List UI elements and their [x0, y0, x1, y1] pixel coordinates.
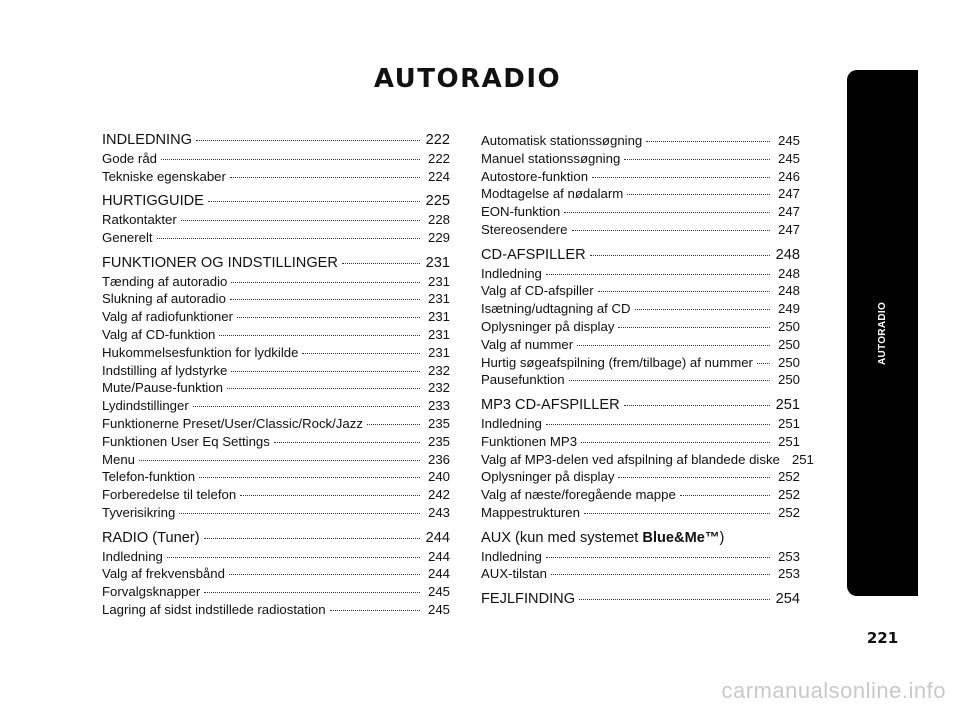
page-title: AUTORADIO: [373, 64, 562, 94]
toc-entry: [102, 415, 450, 433]
dot-leader: [193, 406, 420, 407]
side-tab-label: AUTORADIO: [876, 301, 888, 365]
toc-entry-label: Slukning af autoradio: [102, 291, 226, 307]
toc-entry: [481, 371, 800, 389]
toc-entry-page: 251: [777, 415, 800, 431]
toc-entry-label: Generelt: [102, 229, 153, 245]
toc-entry-label: Funktionen MP3: [481, 433, 578, 449]
dot-leader: [204, 538, 420, 539]
dot-leader: [237, 317, 420, 318]
toc-entry: [481, 132, 800, 150]
toc-entry-label: AUX (kun med systemet Blue&Me™): [481, 529, 725, 546]
toc-entry-page: 233: [427, 398, 450, 414]
toc-entry-page: 250: [777, 336, 800, 352]
dot-leader: [157, 238, 420, 239]
toc-entry-page: 235: [427, 415, 450, 431]
toc-entry: [481, 221, 800, 239]
dot-leader: [564, 212, 770, 213]
dot-leader: [229, 574, 420, 575]
toc-entry: [481, 203, 800, 221]
toc-entry-page: 250: [777, 318, 800, 334]
toc-entry: [102, 308, 450, 326]
dot-leader: [240, 495, 420, 496]
toc-entry: [481, 565, 800, 583]
toc-entry-label: EON-funktion: [481, 204, 561, 220]
dot-leader: [227, 388, 420, 389]
toc-entry: [481, 486, 800, 504]
watermark: carmanualsonline.info: [721, 678, 946, 703]
toc-entry-label: AUX-tilstan: [481, 566, 547, 582]
toc-entry-label: MP3 CD-AFSPILLER: [481, 397, 620, 414]
toc-entry: [102, 326, 450, 344]
dot-leader: [618, 327, 770, 328]
toc-entry-label: Valg af MP3-delen ved afspilning af blandede diske: [481, 451, 780, 467]
toc-entry-label: Oplysninger på display: [481, 318, 615, 334]
toc-entry-page: 252: [777, 469, 800, 485]
toc-entry-page: 232: [427, 362, 450, 378]
toc-entry-label: Lydindstillinger: [102, 398, 189, 414]
toc-section-heading: [481, 591, 800, 609]
toc-entry: [481, 415, 800, 433]
toc-entry-label: Indstilling af lydstyrke: [102, 362, 228, 378]
toc-entry: [481, 451, 814, 469]
toc-entry-page: 222: [425, 132, 450, 148]
toc-entry-page: 253: [777, 566, 800, 582]
toc-column-left: [102, 132, 450, 619]
dot-leader: [584, 513, 770, 514]
dot-leader: [179, 513, 420, 514]
toc-entry: [102, 379, 450, 397]
toc-entry-label: Mappestrukturen: [481, 504, 580, 520]
toc-entry-label: INDLEDNING: [102, 132, 193, 148]
toc-entry-label: FEJLFINDING: [481, 591, 576, 608]
toc-entry: [481, 336, 800, 354]
toc-entry-label: Hurtig søgeafspilning (frem/tilbage) af nummer: [481, 354, 753, 370]
toc-entry: [102, 468, 450, 486]
page-number: 221: [866, 629, 899, 647]
dot-leader: [680, 495, 770, 496]
toc-section-heading: [102, 132, 450, 150]
toc-entry: [481, 150, 800, 168]
toc-entry: [481, 300, 800, 318]
toc-entry-label: HURTIGGUIDE: [102, 193, 204, 210]
dot-leader: [231, 282, 420, 283]
toc-entry-label: Valg af næste/foregående mappe: [481, 487, 676, 503]
dot-leader: [199, 477, 420, 478]
toc-entry-page: 222: [427, 150, 450, 166]
toc-entry: [102, 565, 450, 583]
dot-leader: [367, 424, 420, 425]
toc-entry-page: 247: [777, 186, 800, 202]
toc-entry-page: 231: [427, 291, 450, 307]
dot-leader: [204, 592, 420, 593]
toc-entry-page: 245: [777, 133, 800, 148]
dot-leader: [618, 477, 770, 478]
toc-entry-page: 231: [427, 309, 450, 325]
dot-leader: [302, 353, 420, 354]
dot-leader: [161, 159, 420, 160]
toc-entry-page: 242: [427, 487, 450, 503]
toc-entry: [481, 185, 800, 203]
dot-leader: [579, 599, 770, 600]
toc-entry-label: CD-AFSPILLER: [481, 246, 586, 263]
toc-entry: [481, 168, 800, 186]
toc-entry-label: Oplysninger på display: [481, 469, 615, 485]
toc-entry: [102, 583, 450, 601]
toc-entry-page: 253: [777, 548, 800, 564]
toc-section-heading: [102, 255, 450, 273]
toc-entry-label: Pausefunktion: [481, 372, 565, 388]
toc-entry-page: 236: [427, 451, 450, 467]
dot-leader: [167, 557, 420, 558]
toc-entry: [102, 344, 450, 362]
toc-entry-label: Menu: [102, 451, 135, 467]
toc-entry-label: Indledning: [481, 415, 542, 431]
toc-entry-label: Tekniske egenskaber: [102, 168, 226, 184]
toc-entry: [102, 433, 450, 451]
toc-entry: [481, 354, 800, 372]
toc-entry: [102, 504, 450, 522]
dot-leader: [577, 345, 770, 346]
dot-leader: [330, 610, 420, 611]
toc-entry-page: 244: [427, 566, 450, 582]
toc-entry-page: 251: [777, 433, 800, 449]
dot-leader: [624, 159, 770, 160]
dot-leader: [572, 230, 770, 231]
toc-section-heading: [481, 530, 800, 548]
toc-entry-page: 252: [777, 504, 800, 520]
dot-leader: [196, 140, 420, 141]
toc-entry-page: 252: [777, 487, 800, 503]
toc-entry-page: 231: [427, 326, 450, 342]
dot-leader: [592, 177, 770, 178]
toc-column-right: [481, 132, 814, 609]
toc-entry-page: 244: [427, 548, 450, 564]
toc-entry-label: Valg af radiofunktioner: [102, 309, 233, 325]
toc-entry-page: 248: [777, 265, 800, 281]
dot-leader: [627, 194, 770, 195]
toc-entry-page: 244: [425, 529, 450, 546]
dot-leader: [274, 442, 420, 443]
toc-entry-page: 231: [427, 344, 450, 360]
toc-entry-label: Indledning: [481, 548, 542, 564]
dot-leader: [230, 299, 420, 300]
toc-entry-label: Mute/Pause-funktion: [102, 380, 223, 396]
toc-entry-page: 245: [427, 601, 450, 617]
dot-leader: [139, 460, 420, 461]
toc-entry-page: 250: [777, 354, 800, 370]
dot-leader: [624, 405, 770, 406]
toc-entry-label: RADIO (Tuner): [102, 529, 200, 546]
dot-leader: [546, 424, 770, 425]
toc-entry: [102, 362, 450, 380]
toc-entry-page: 249: [777, 301, 800, 317]
toc-entry-label: Modtagelse af nødalarm: [481, 186, 624, 202]
toc-entry-label: Forvalgsknapper: [102, 584, 201, 600]
toc-entry-label: Valg af nummer: [481, 336, 574, 352]
toc-entry: [481, 504, 800, 522]
toc-entry: [481, 548, 800, 566]
dot-leader: [569, 380, 770, 381]
dot-leader: [219, 335, 420, 336]
dot-leader: [181, 220, 420, 221]
toc-entry-label: Stereosendere: [481, 221, 568, 237]
toc-entry: [102, 168, 450, 186]
dot-leader: [546, 274, 770, 275]
toc-entry-label: Valg af frekvensbånd: [102, 566, 225, 582]
dot-leader: [646, 141, 770, 142]
toc-entry-label: Manuel stationssøgning: [481, 150, 621, 166]
toc-entry-page: 231: [427, 273, 450, 289]
dot-leader: [208, 201, 420, 202]
toc-section-heading: [481, 397, 800, 415]
toc-entry-label: Forberedelse til telefon: [102, 487, 237, 503]
toc-entry-label: Valg af CD-funktion: [102, 326, 216, 342]
dot-leader: [230, 177, 420, 178]
toc-entry: [102, 548, 450, 566]
toc-entry-label: Tænding af autoradio: [102, 273, 228, 289]
toc-entry-page: 228: [427, 212, 450, 228]
toc-entry: [102, 150, 450, 168]
toc-entry-label: Funktionen User Eq Settings: [102, 433, 270, 449]
toc-entry-label: Telefon-funktion: [102, 469, 196, 485]
dot-leader: [598, 291, 770, 292]
toc-entry-page: 248: [777, 283, 800, 299]
toc-entry-label: Indledning: [481, 265, 542, 281]
toc-entry-label: Gode råd: [102, 150, 157, 166]
toc-entry-page: 246: [777, 168, 800, 184]
toc-entry: [102, 211, 450, 229]
toc-entry: [102, 290, 450, 308]
toc-entry-label: Hukommelsesfunktion for lydkilde: [102, 344, 299, 360]
dot-leader: [581, 442, 770, 443]
toc-entry: [481, 433, 800, 451]
dot-leader: [635, 309, 770, 310]
toc-entry: [102, 273, 450, 291]
toc-entry-label: Ratkontakter: [102, 212, 177, 228]
toc-entry-label: Valg af CD-afspiller: [481, 283, 594, 299]
toc-entry-label: Tyverisikring: [102, 504, 176, 520]
toc-entry-label: Isætning/udtagning af CD: [481, 301, 631, 317]
dot-leader: [342, 263, 420, 264]
toc-entry: [481, 282, 800, 300]
toc-entry-page: 254: [775, 591, 800, 608]
toc-entry: [102, 451, 450, 469]
toc-entry-label: FUNKTIONER OG INDSTILLINGER: [102, 254, 338, 271]
side-tab: [847, 70, 918, 596]
toc-entry-page: 247: [777, 204, 800, 220]
toc-entry: [481, 265, 800, 283]
toc-entry-label: Indledning: [102, 548, 163, 564]
toc-entry-page: 232: [427, 380, 450, 396]
toc-entry-page: 224: [427, 168, 450, 184]
toc-entry: [102, 486, 450, 504]
dot-leader: [551, 574, 770, 575]
toc-entry-label: Autostore-funktion: [481, 168, 589, 184]
toc-entry-label: Funktionerne Preset/User/Classic/Rock/Jazz: [102, 415, 363, 431]
toc-entry-page: 245: [777, 150, 800, 166]
toc-section-heading: [102, 530, 450, 548]
toc-entry-page: 250: [777, 372, 800, 388]
toc-entry-page: 243: [427, 504, 450, 520]
toc-entry-label: Lagring af sidst indstillede radiostation: [102, 601, 326, 617]
toc-entry-page: 251: [775, 397, 800, 414]
toc-entry: [102, 601, 450, 619]
toc-entry-page: 240: [427, 469, 450, 485]
toc-entry-page: 251: [791, 451, 814, 467]
toc-entry-page: 235: [427, 433, 450, 449]
toc-entry-label: Automatisk stationssøgning: [481, 133, 643, 148]
toc-entry-page: 245: [427, 584, 450, 600]
toc-entry-page: 247: [777, 221, 800, 237]
toc-entry-page: 229: [427, 229, 450, 245]
dot-leader: [546, 557, 770, 558]
toc-entry: [481, 468, 800, 486]
toc-section-heading: [102, 193, 450, 211]
dot-leader: [757, 363, 770, 364]
dot-leader: [231, 371, 420, 372]
dot-leader: [590, 255, 770, 256]
toc-entry: [102, 229, 450, 247]
toc-entry-page: 225: [425, 193, 450, 210]
toc-entry-page: 231: [425, 254, 450, 271]
toc-section-heading: [481, 247, 800, 265]
toc-entry: [102, 397, 450, 415]
toc-entry: [481, 318, 800, 336]
toc-entry-page: 248: [775, 246, 800, 263]
